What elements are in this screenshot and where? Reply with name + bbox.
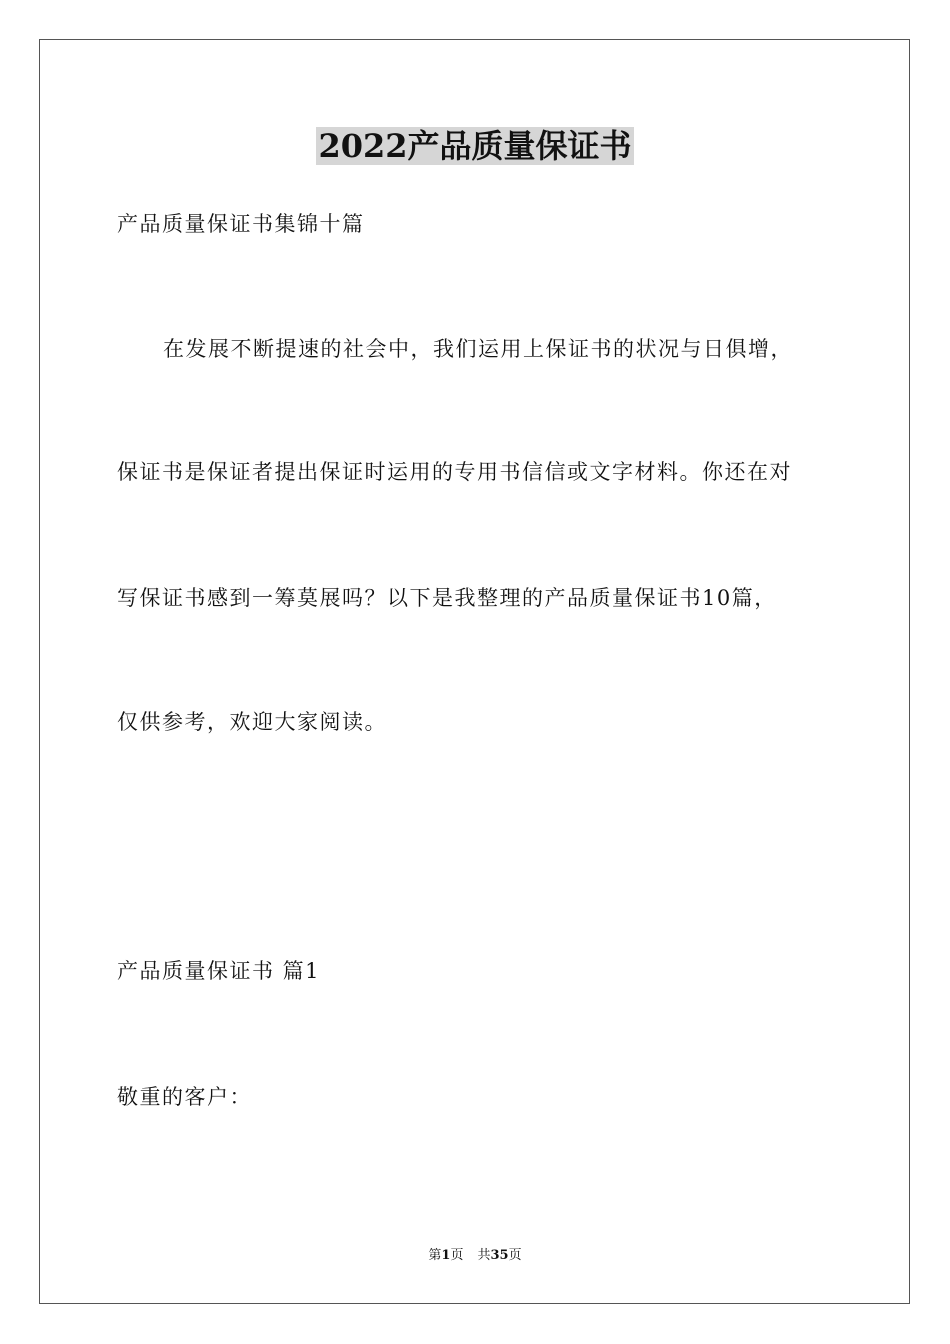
document-title-text: 2022产品质量保证书 — [318, 127, 632, 165]
footer-total-prefix: 共 — [477, 1248, 491, 1263]
paragraph-line-2: 保证书是保证者提出保证时运用的专用书信信或文字材料。你还在对 — [117, 460, 792, 484]
footer-total-pages: 35 — [490, 1248, 509, 1263]
footer-page-suffix: 页 — [450, 1248, 464, 1263]
footer-total-suffix: 页 — [508, 1248, 522, 1263]
paragraph-line-4: 仅供参考，欢迎大家阅读。 — [117, 710, 387, 734]
footer-page-prefix: 第 — [428, 1248, 442, 1263]
footer-page-number: 1 — [441, 1248, 451, 1263]
document-subtitle: 产品质量保证书集锦十篇 — [117, 212, 365, 236]
paragraph-line-1: 在发展不断提速的社会中，我们运用上保证书的状况与日俱增， — [163, 337, 793, 361]
document-title — [0, 124, 950, 168]
salutation: 敬重的客户： — [117, 1085, 252, 1109]
page-footer — [0, 1247, 950, 1265]
section-heading: 产品质量保证书 篇1 — [117, 959, 321, 983]
paragraph-line-3: 写保证书感到一筹莫展吗？以下是我整理的产品质量保证书10篇， — [117, 586, 777, 610]
